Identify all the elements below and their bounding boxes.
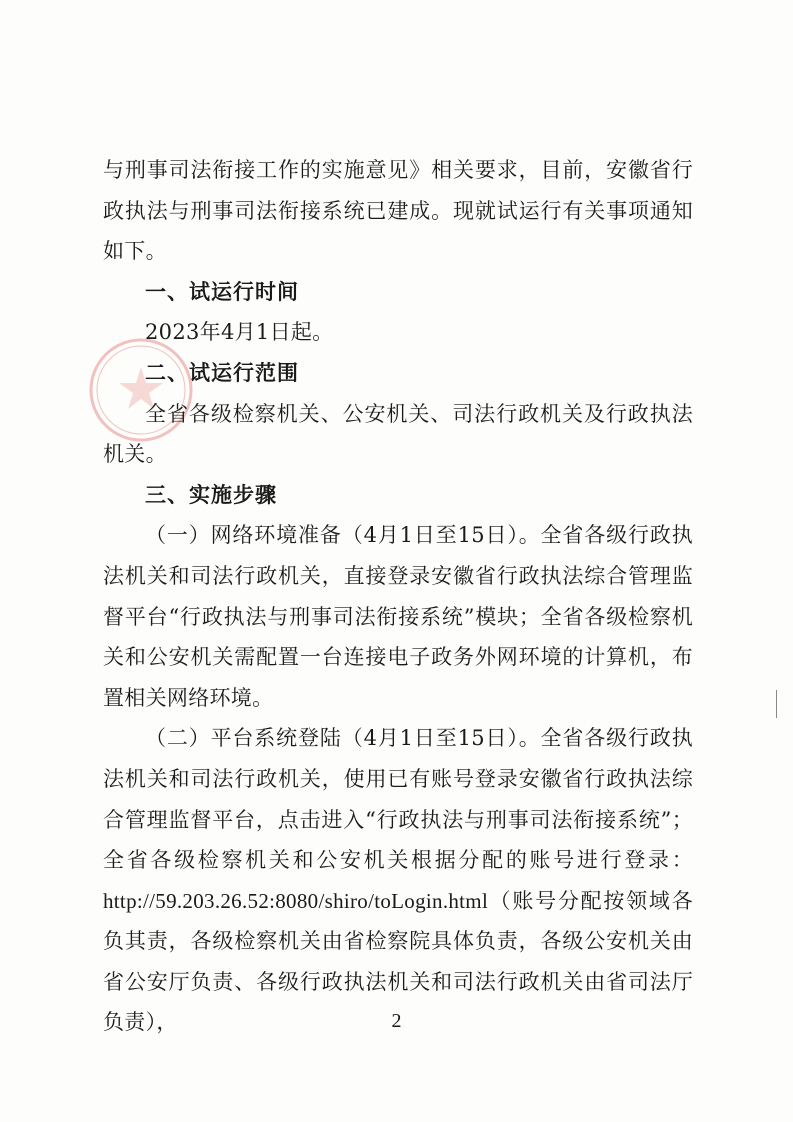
document-body [103,150,693,1043]
paragraph-trial-date: 2023年4月1日起。 [145,320,334,345]
paragraph-platform-login: （二）平台系统登陆（4月1日至15日）。全省各级行政执法机关和司法行政机关，使用已有账号登录安徽省行政执法综合管理监督平台，点击进入“行政执法与刑事司法衔接系统”；全省各级检察机关和公安机关根据分配的账号进行登录： [103,726,693,873]
paragraph-trial-scope: 全省各级检察机关、公安机关、司法行政机关及行政执法机关。 [103,401,693,467]
heading-trial-scope: 二、试运行范围 [145,360,299,385]
page-number: 2 [391,1010,402,1032]
edge-mark [776,690,777,718]
heading-trial-time: 一、试运行时间 [145,279,299,304]
login-url-text: http://59.203.26.52:8080/shiro/toLogin.html [103,888,489,913]
account-allocation-text: （账号分配按领域各负其责，各级检察机关由省检察院具体负责，各级公安机关由省公安厅负责、各级行政执法机关和司法行政机关由省司法厅负责）， [103,888,693,1035]
heading-implementation-steps: 三、实施步骤 [145,482,277,507]
paragraph-intro: 与刑事司法衔接工作的实施意见》相关要求，目前，安徽省行政执法与刑事司法衔接系统已建成。现就试运行有关事项通知如下。 [103,158,693,264]
paragraph-network-preparation: （一）网络环境准备（4月1日至15日）。全省各级行政执法机关和司法行政机关，直接登录安徽省行政执法综合管理监督平台“行政执法与刑事司法衔接系统”模块；全省各级检察机关和公安机关需配置一台连接电子政务外网环境的计算机，布置相关网络环境。 [103,523,693,710]
